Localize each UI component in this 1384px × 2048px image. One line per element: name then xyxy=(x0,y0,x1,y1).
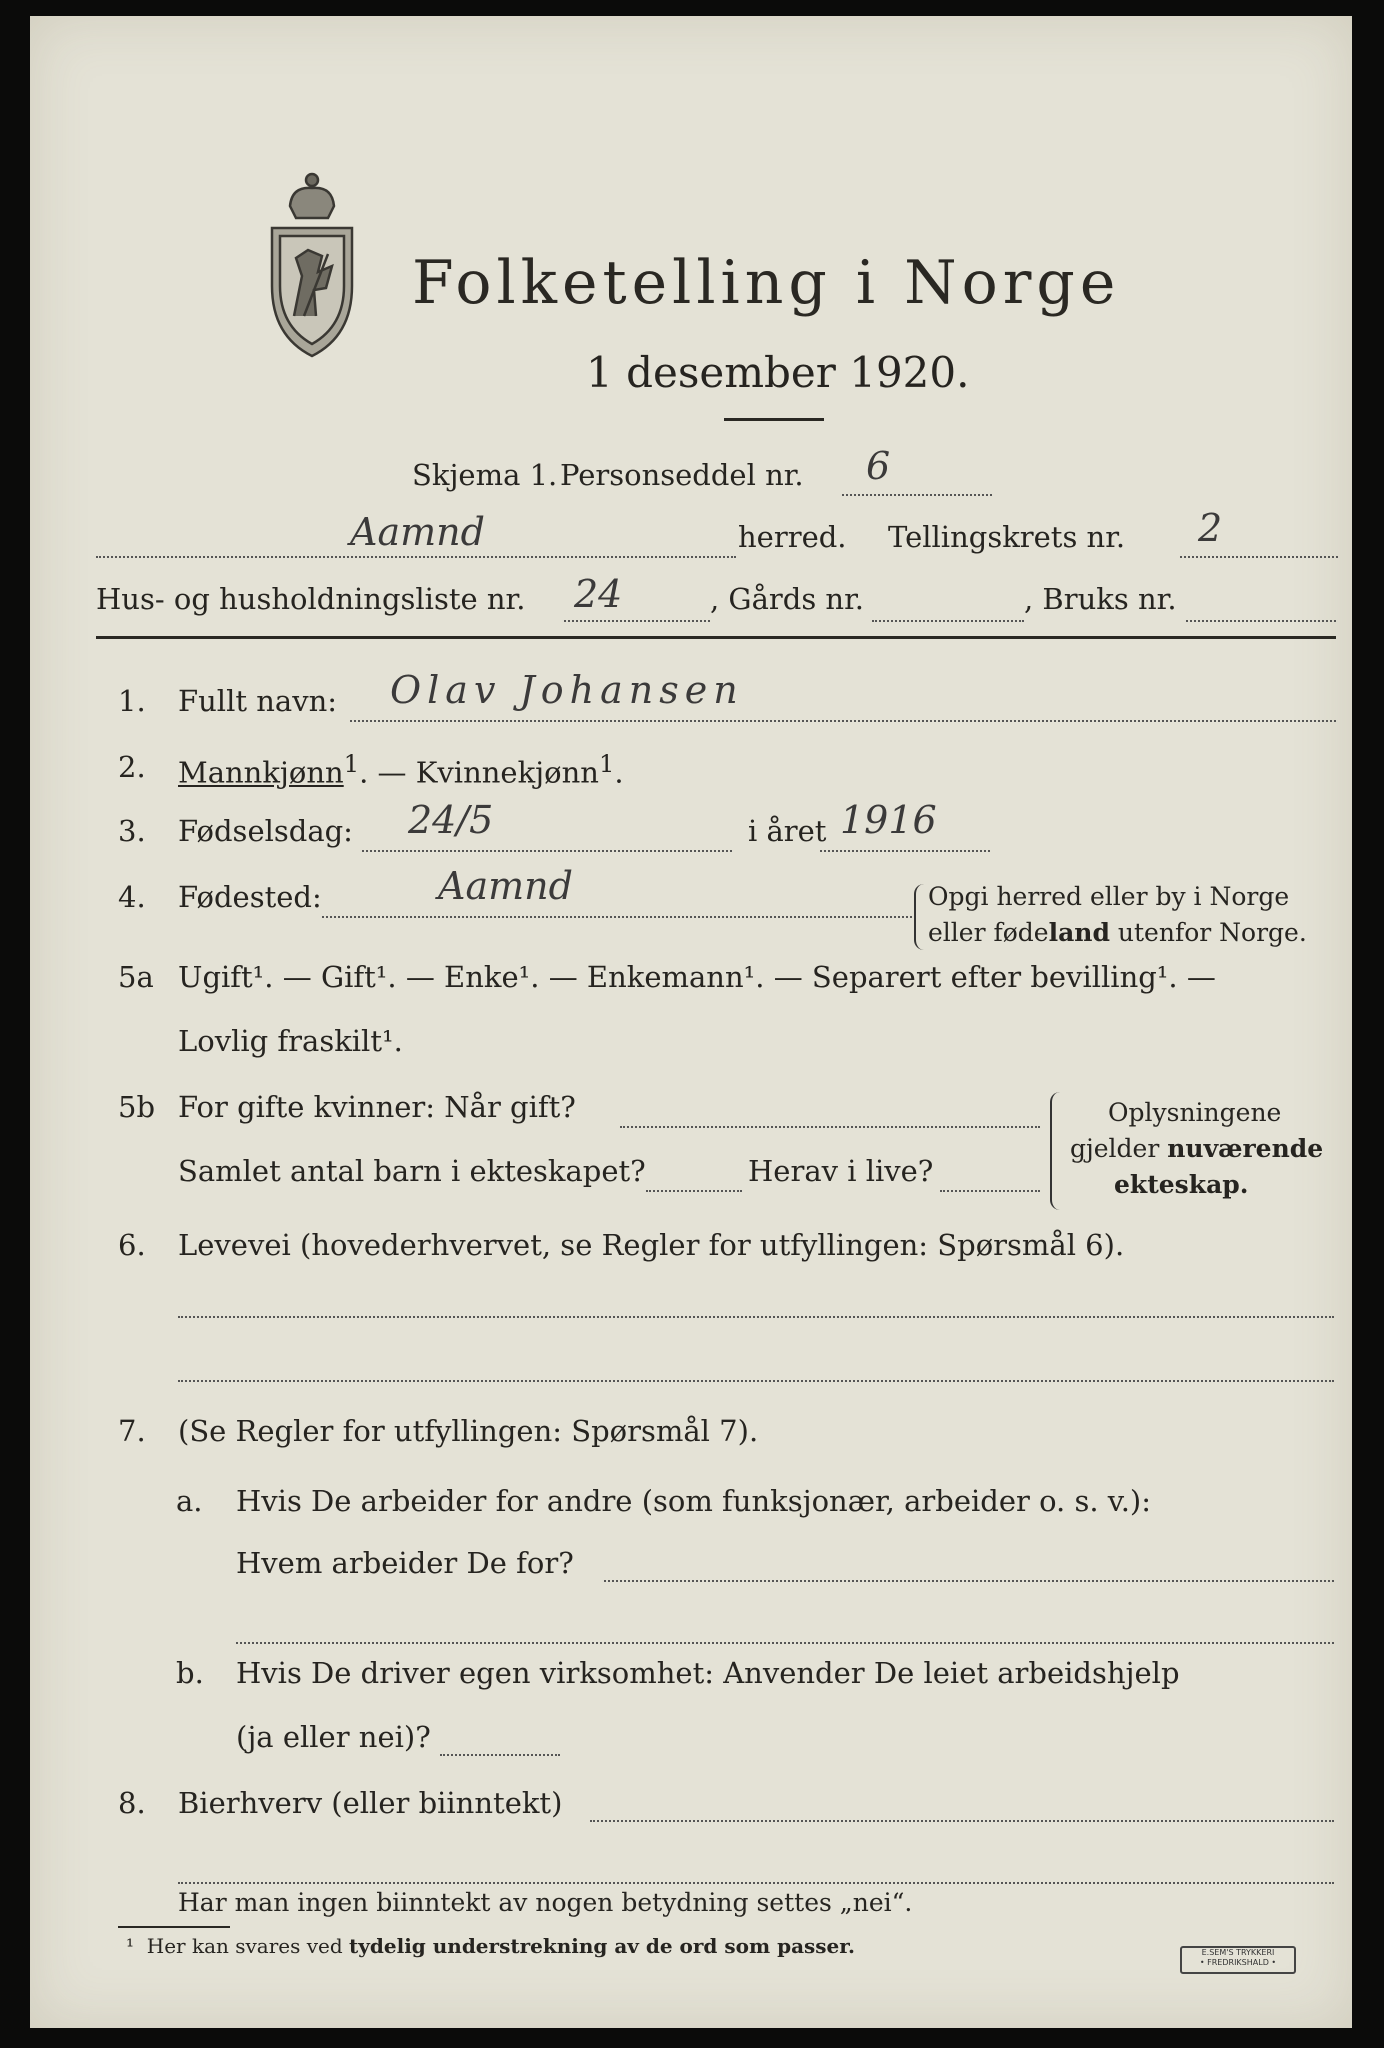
q3-label: Fødselsdag: xyxy=(178,814,353,848)
q8-note: Har man ingen biinntekt av nogen betydning settes „nei“. xyxy=(178,1888,913,1917)
q6-label: Levevei (hovederhvervet, se Regler for utfyllingen: Spørsmål 6). xyxy=(178,1228,1125,1262)
husliste-line xyxy=(564,620,710,622)
children-count-line[interactable] xyxy=(646,1190,742,1192)
tellingskrets-value[interactable]: 2 xyxy=(1198,506,1223,550)
q8-label: Bierhverv (eller biinntekt) xyxy=(178,1786,563,1820)
birth-year-value[interactable]: 1916 xyxy=(840,798,937,842)
occupation-line-2[interactable] xyxy=(178,1380,1334,1382)
q1-label: Fullt navn: xyxy=(178,684,338,718)
tellingskrets-line xyxy=(1180,556,1338,558)
husliste-label: Hus- og husholdningsliste nr. xyxy=(96,582,526,616)
hired-help-line[interactable] xyxy=(440,1754,560,1756)
q5b-children-label: Samlet antal barn i ekteskapet? xyxy=(178,1154,646,1188)
when-married-line[interactable] xyxy=(620,1126,1040,1128)
q4-line xyxy=(322,916,912,918)
q7b-line2: (ja eller nei)? xyxy=(236,1720,431,1754)
footnote-text: Her kan svares ved xyxy=(146,1934,350,1958)
marital-status-options[interactable]: Ugift¹. — Gift¹. — Enke¹. — Enkemann¹. — Separert efter bevilling¹. — xyxy=(178,960,1216,994)
q3-year-line xyxy=(820,850,990,852)
gender-separator: . — xyxy=(359,755,416,790)
stamp-line1: E.SEM'S TRYKKERI xyxy=(1201,1948,1275,1957)
full-name-value[interactable]: Olav Johansen xyxy=(390,668,744,712)
q3-number: 3. xyxy=(118,814,146,848)
q7a-letter: a. xyxy=(176,1484,203,1518)
footnote xyxy=(126,1934,855,1958)
personseddel-label: Personseddel nr. xyxy=(560,458,804,492)
gards-label: , Gårds nr. xyxy=(710,582,864,616)
gender-mann[interactable]: Mannkjønn xyxy=(178,755,344,790)
q5b-note2-bold: nuværende xyxy=(1167,1134,1324,1163)
q4-note-text-bold: land xyxy=(1048,918,1110,947)
q1-number: 1. xyxy=(118,684,146,718)
footnote-divider xyxy=(118,1926,230,1928)
header-divider xyxy=(96,636,1336,639)
q7b-letter: b. xyxy=(176,1656,204,1690)
gender-end: . xyxy=(614,755,624,790)
q4-note-text-a: eller føde xyxy=(928,918,1049,947)
side-income-line-2[interactable] xyxy=(178,1882,1334,1884)
gender-kvinne[interactable]: Kvinnekjønn xyxy=(415,755,599,790)
occupation-line-1[interactable] xyxy=(178,1316,1334,1318)
gards-line xyxy=(872,620,1024,622)
personseddel-line xyxy=(842,494,992,496)
side-income-line-1[interactable] xyxy=(590,1820,1334,1822)
title-divider xyxy=(724,418,824,421)
q5b-alive-label: Herav i live? xyxy=(748,1154,934,1188)
q5b-number: 5b xyxy=(118,1090,156,1124)
q1-line xyxy=(350,720,1336,722)
q4-note-text-c: utenfor Norge. xyxy=(1109,918,1307,947)
employer-line-2[interactable] xyxy=(236,1642,1334,1644)
form-title: Folketelling i Norge xyxy=(412,248,1121,318)
marital-status-options-2[interactable]: Lovlig fraskilt¹. xyxy=(178,1024,403,1058)
employer-line-1[interactable] xyxy=(604,1580,1334,1582)
q5b-line1: For gifte kvinner: Når gift? xyxy=(178,1090,576,1124)
q4-number: 4. xyxy=(118,880,146,914)
norway-coat-of-arms-icon xyxy=(252,166,372,366)
q7-number: 7. xyxy=(118,1414,146,1448)
q5b-note2-text: gjelder xyxy=(1070,1134,1168,1163)
q6-number: 6. xyxy=(118,1228,146,1262)
q2-number: 2. xyxy=(118,750,146,784)
q5b-note1: Oplysningene xyxy=(1108,1098,1282,1127)
birthplace-value[interactable]: Aamnd xyxy=(438,864,573,908)
q5a-number: 5a xyxy=(118,960,154,994)
bruks-line xyxy=(1186,620,1336,622)
tellingskrets-label: Tellingskrets nr. xyxy=(888,520,1126,554)
bruks-label: , Bruks nr. xyxy=(1024,582,1177,616)
census-form-page xyxy=(30,16,1352,2028)
skjema-label: Skjema 1. xyxy=(412,458,558,492)
q5b-note2 xyxy=(1070,1134,1323,1163)
q3-line xyxy=(362,850,732,852)
q7a-line2: Hvem arbeider De for? xyxy=(236,1546,574,1580)
herred-label: herred. xyxy=(738,520,847,554)
footnote-mark: ¹ xyxy=(126,1934,135,1958)
q7-label: (Se Regler for utfyllingen: Spørsmål 7). xyxy=(178,1414,759,1448)
q7b-line1: Hvis De driver egen virksomhet: Anvender De leiet arbeidshjelp xyxy=(236,1656,1180,1690)
q4-note-line1: Opgi herred eller by i Norge xyxy=(928,882,1290,911)
q5b-note-brace xyxy=(1050,1092,1062,1210)
q4-note-brace xyxy=(914,884,924,950)
footnote-bold-text: tydelig understrekning av de ord som passer. xyxy=(349,1934,855,1958)
herred-line xyxy=(96,556,736,558)
personseddel-value[interactable]: 6 xyxy=(866,444,891,488)
children-alive-line[interactable] xyxy=(940,1190,1040,1192)
q7a-line1: Hvis De arbeider for andre (som funksjonær, arbeider o. s. v.): xyxy=(236,1484,1152,1518)
husliste-value[interactable]: 24 xyxy=(574,572,623,616)
stamp-line2: • FREDRIKSHALD • xyxy=(1199,1958,1277,1967)
gender-options: Mannkjønn$^1$. — Kvinnekjønn$^1$. xyxy=(178,750,624,790)
q5b-note3: ekteskap. xyxy=(1114,1170,1249,1199)
herred-value[interactable]: Aamnd xyxy=(350,510,485,554)
census-date: 1 desember 1920. xyxy=(586,348,970,397)
birthday-value[interactable]: 24/5 xyxy=(408,798,494,842)
q4-label: Fødested: xyxy=(178,880,322,914)
q8-number: 8. xyxy=(118,1786,146,1820)
q4-note-line2 xyxy=(928,918,1307,947)
printer-stamp xyxy=(1180,1946,1296,1974)
q3-year-label: i året xyxy=(748,814,827,848)
